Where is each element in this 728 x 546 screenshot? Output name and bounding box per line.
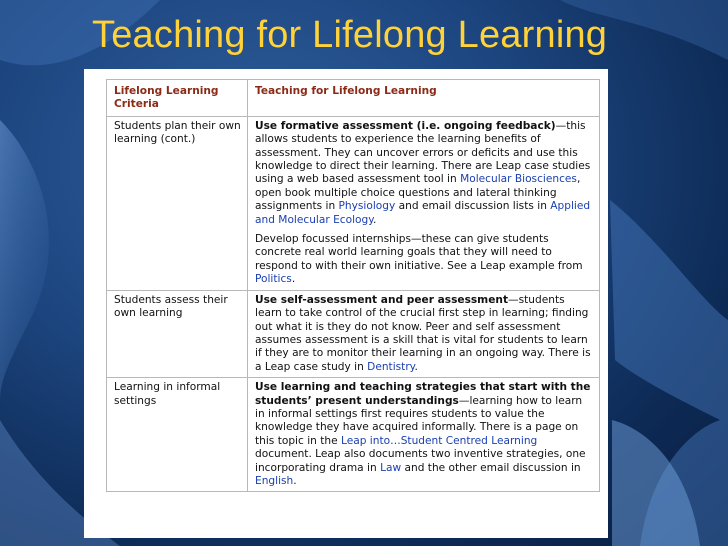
body-text: —students learn to take control of the crucial first step in learning; finding out what it is they do not know. Peer and self assessment assumes assessment is a skill that is vital for students to learn if they are to monitor their learning in an ongoing way. There is a Leap case study in bbox=[255, 293, 591, 373]
teaching-cell bbox=[248, 378, 600, 492]
link-applied-molecular-ecology[interactable]: Applied and Molecular Ecology bbox=[255, 200, 591, 226]
table-header-row bbox=[107, 80, 600, 117]
criterion-cell: Students plan their own learning (cont.) bbox=[107, 116, 248, 290]
strategy-heading: Use learning and teaching strategies that start with the students’ present understandings bbox=[255, 381, 591, 407]
strategy-heading: Use self-assessment and peer assessment bbox=[255, 293, 509, 306]
body-text: —learning how to learn in informal settings first requires students to value the knowledge they have acquired informally. There is a page on this topic in the bbox=[255, 394, 583, 447]
column-header-criteria: Lifelong Learning Criteria bbox=[107, 80, 248, 117]
teaching-cell bbox=[248, 290, 600, 377]
paragraph bbox=[255, 294, 593, 374]
table-row bbox=[107, 290, 600, 377]
column-header-teaching: Teaching for Lifelong Learning bbox=[248, 80, 600, 117]
body-text: . bbox=[372, 213, 377, 226]
body-text: —this allows students to experience the learning benefits of assessment. They can uncover errors or deficits and use this knowledge to direct their learning. There are Leap case studies using a web based assessment tool in bbox=[255, 119, 591, 186]
body-text: and the other email discussion in bbox=[401, 461, 581, 474]
body-text: document. Leap also documents two inventive strategies, one incorporating drama in bbox=[255, 448, 586, 474]
link-physiology[interactable]: Physiology bbox=[338, 200, 396, 213]
link-politics[interactable]: Politics bbox=[255, 273, 292, 286]
slide-title: Teaching for Lifelong Learning bbox=[92, 14, 608, 56]
strategy-heading: Use formative assessment (i.e. ongoing feedback) bbox=[255, 119, 556, 132]
body-text: , open book multiple choice questions and lateral thinking assignments in bbox=[255, 173, 581, 213]
link-student-centred-learning[interactable]: Leap into…Student Centred Learning bbox=[340, 434, 538, 447]
table-row bbox=[107, 378, 600, 492]
body-text: and email discussion lists in bbox=[395, 200, 551, 213]
link-dentistry[interactable]: Dentistry bbox=[367, 360, 415, 373]
link-molecular-biosciences[interactable]: Molecular Biosciences bbox=[460, 173, 577, 186]
link-english[interactable]: English bbox=[255, 474, 294, 487]
lifelong-learning-table bbox=[106, 79, 600, 492]
table-row bbox=[107, 116, 600, 290]
body-text: . bbox=[291, 273, 296, 286]
paragraph bbox=[255, 120, 593, 227]
content-panel bbox=[84, 69, 608, 538]
criterion-cell: Learning in informal settings bbox=[107, 378, 248, 492]
link-law[interactable]: Law bbox=[380, 461, 402, 474]
body-text: Develop focussed internships—these can give students concrete real world learning goals that they will need to respond to with their own initiative. See a Leap example from bbox=[255, 233, 583, 272]
teaching-cell bbox=[248, 116, 600, 290]
body-text: . bbox=[414, 360, 418, 373]
criterion-cell: Students assess their own learning bbox=[107, 290, 248, 377]
paragraph bbox=[255, 381, 593, 488]
body-text: . bbox=[293, 474, 297, 487]
paragraph bbox=[255, 233, 593, 287]
